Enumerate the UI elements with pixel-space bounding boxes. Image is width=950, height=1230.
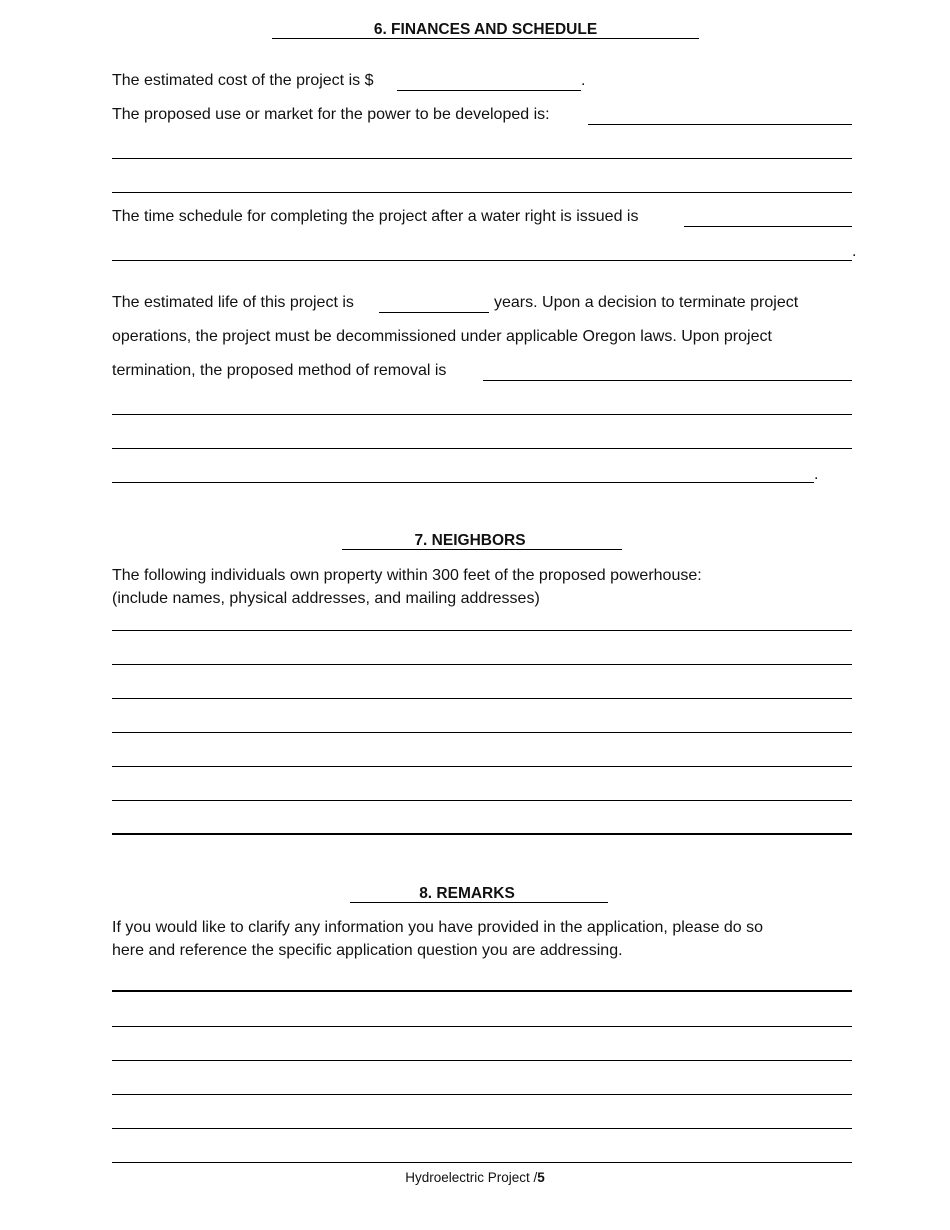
page-footer — [0, 1169, 950, 1187]
section8-heading: 8. REMARKS — [419, 885, 515, 902]
market-label: The proposed use or market for the power to be developed is: — [112, 106, 550, 123]
removal-method-line-4[interactable] — [112, 464, 814, 483]
footer-page-number: 5 — [537, 1170, 545, 1185]
estimated-cost-field[interactable] — [397, 72, 581, 91]
neighbor-line-1[interactable] — [112, 612, 852, 631]
neighbor-line-6[interactable] — [112, 782, 852, 801]
remarks-line-6[interactable] — [112, 1144, 852, 1163]
remarks-intro-line-2: here and reference the specific application question you are addressing. — [112, 942, 623, 959]
market-field[interactable] — [588, 106, 852, 125]
neighbors-intro-line-1: The following individuals own property within 300 feet of the proposed powerhouse: — [112, 567, 702, 584]
market-field-line-3[interactable] — [112, 174, 852, 193]
decommission-text: operations, the project must be decommissioned under applicable Oregon laws. Upon project — [112, 328, 772, 345]
life-suffix: years. Upon a decision to terminate project — [494, 294, 799, 311]
section6-heading: 6. FINANCES AND SCHEDULE — [373, 21, 598, 38]
neighbor-line-7[interactable] — [112, 815, 852, 835]
market-field-line-2[interactable] — [112, 140, 852, 159]
schedule-label: The time schedule for completing the project after a water right is issued is — [112, 208, 639, 225]
removal-period: . — [814, 466, 819, 483]
neighbors-intro-line-2: (include names, physical addresses, and mailing addresses) — [112, 590, 540, 607]
removal-label: termination, the proposed method of removal is — [112, 362, 447, 379]
removal-method-line-3[interactable] — [112, 430, 852, 449]
schedule-field-line-2[interactable] — [112, 242, 852, 261]
remarks-intro-line-1: If you would like to clarify any information you have provided in the application, please do so — [112, 919, 764, 936]
schedule-period: . — [852, 243, 857, 260]
remarks-line-2[interactable] — [112, 1008, 852, 1027]
remarks-line-3[interactable] — [112, 1042, 852, 1061]
remarks-line-4[interactable] — [112, 1076, 852, 1095]
footer-label: Hydroelectric Project / — [405, 1170, 538, 1185]
neighbor-line-3[interactable] — [112, 680, 852, 699]
cost-label: The estimated cost of the project is $ — [112, 72, 374, 89]
neighbor-line-2[interactable] — [112, 646, 852, 665]
remarks-line-5[interactable] — [112, 1110, 852, 1129]
neighbor-line-4[interactable] — [112, 714, 852, 733]
removal-method-line-2[interactable] — [112, 396, 852, 415]
schedule-field[interactable] — [684, 208, 852, 227]
cost-period: . — [581, 72, 586, 89]
project-life-years-field[interactable] — [379, 294, 489, 313]
remarks-line-1[interactable] — [112, 972, 852, 992]
neighbor-line-5[interactable] — [112, 748, 852, 767]
section7-heading: 7. NEIGHBORS — [414, 532, 526, 549]
life-label: The estimated life of this project is — [112, 294, 354, 311]
removal-method-field[interactable] — [483, 362, 852, 381]
